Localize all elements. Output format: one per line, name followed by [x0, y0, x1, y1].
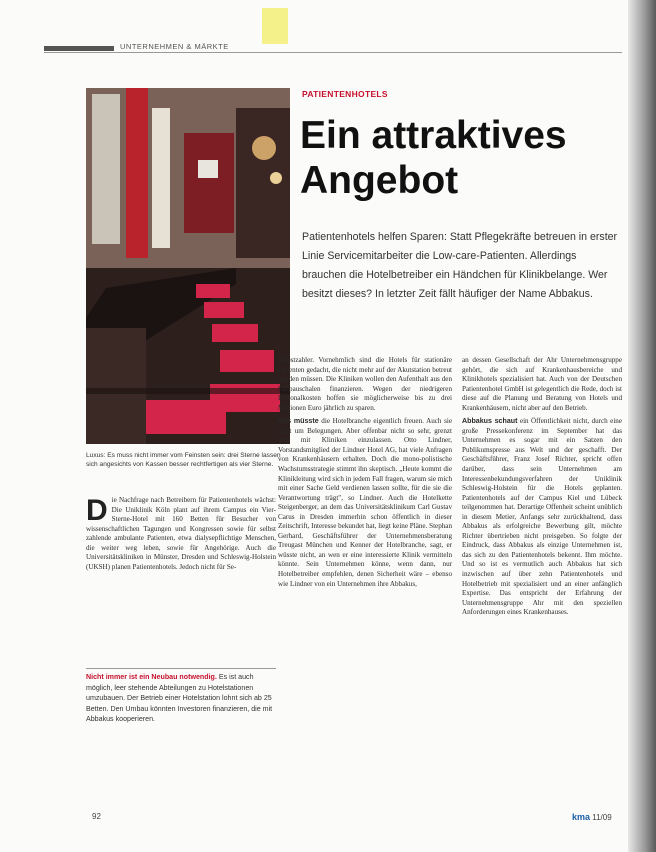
info-box — [86, 668, 276, 725]
section-label: UNTERNEHMEN & MÄRKTE — [120, 42, 229, 51]
info-box-text: Es ist auch möglich, leer stehende Abteilungen zu Hotelstationen umzubauen. Der Betrieb einer Hotelstation lohnt sich ab 25 Betten. Den Umbau könnten Investoren finanzieren, die mit Abbakus kooperieren. — [86, 673, 273, 724]
column-3-run-in: Abbakus schaut — [462, 417, 518, 426]
sticky-note-mark — [262, 8, 288, 44]
hotel-lobby-photo — [86, 88, 290, 444]
section-marker-bar — [44, 46, 114, 51]
photo-illustration — [86, 88, 290, 444]
column-2-paragraph-1: Selbstzahler. Vornehmlich sind die Hotels für stationäre Patienten gedacht, die nicht mehr auf der Akutstation betreut werden müssen. Die Kliniken wollen den Aufenthalt aus den Fallpauschalen finanzieren. Wegen der niedrigeren Personalkosten hoffen sie möglicherweise bis zu drei Millionen Euro jährlich zu sparen. — [278, 356, 452, 412]
headline-line-2: Angebot — [300, 159, 459, 202]
text-column-2 — [278, 356, 452, 593]
column-3-paragraph-1: an dessen Gesellschaft der Ahr Unternehmensgruppe gehört, die sich auf Krankenhausbereiche und Klinikhotels spezialisiert hat. Auch von der Deutschen Patientenhotel GmbH ist gelegentlich die Rede, doch ist diese auf die Planung und Beratung von Hotels und Krankenhäusern, nicht aber auf den Betrieb. — [462, 356, 622, 412]
photo-caption: Luxus: Es muss nicht immer vom Feinsten sein: drei Sterne lassen sich angesichts von Kassen besser rechtfertigen als vier Sterne. — [86, 452, 281, 468]
scan-shadow-edge — [628, 0, 656, 852]
header-rule — [44, 52, 622, 53]
column-2-run-in: Das müsste — [278, 417, 319, 426]
drop-cap: D — [86, 494, 108, 527]
article-headline — [300, 113, 567, 203]
info-box-head: Nicht immer ist ein Neubau notwendig. — [86, 673, 217, 681]
article-kicker: PATIENTENHOTELS — [302, 89, 388, 99]
column-1-text: ie Nachfrage nach Betreibern für Patientenhotels wächst: Die Uniklinik Köln plant auf ihrem Campus ein Vier-Sterne-Hotel mit 160 Betten für Besucher von wissenschaftlichen Tagungen und Kongressen sowie für selbst zahlende ambulante Patienten, etwa dialysepflichtige Menschen, die weiter weg leben, sowie für Angehörige. Auch die Universitätskliniken in Münster, Dresden und Schleswig-Holstein (UKSH) planen Patientenhotels. Jedoch nicht für Se- — [86, 496, 276, 571]
text-column-1 — [86, 496, 276, 576]
text-column-3 — [462, 356, 622, 622]
article-lead: Patientenhotels helfen Sparen: Statt Pflegekräfte betreuen in erster Linie Servicemitarbeiter die Low-care-Patienten. Allerdings brauchen die Hotelbetreiber ein Händchen für Klinikbelange. Wer besitzt dieses? In letzter Zeit fällt häufiger der Name Abbakus. — [302, 231, 618, 300]
issue-number: 11/09 — [592, 813, 612, 822]
page-number: 92 — [92, 812, 101, 821]
column-2-paragraph-2: die Hotelbranche eigentlich freuen. Auch sie ringt um Belegungen. Aber offenbar nicht so sehr, grenzt sich mit Kliniken einzulassen. Otto Lindner, Vorstandsmitglied der Lindner Hotel AG, hat viele Anfragen von Krankenhäusern erhalten. Doch die mono-polistische Wachstumsstrategie stimmt ihn skeptisch. „Heute kommt die Klinikleitung wird sich in jedem Fall fragen, warum sie mich mit einer Sache Geld verdienen lassen sollte, für die sie die Verantwortung trägt", so Lindner. Auch die Hotelkette Steigenberger, an dem das Universitätsklinikum Carl Gustav Carus in Dresden immerhin schon öffentlich in dieser Zeitschrift, Interesse bekundet hat, liegt keine Pläne. Stephan Gerhard, Geschäftsführer der Unternehmensberatung Treugast München und Kenner der Hotelbranche, sagt, er wüsste nicht, an wen er eine interessierte Klinik vermitteln könnte. Sein Unternehmen könne, wenn dann, nur Hotelbetreiber empfehlen, denen Sicherheit wäre – ebenso wie Lindner von ein Unternehmen ihre Abbakus, — [278, 417, 452, 588]
footer-brand — [572, 812, 612, 822]
headline-line-1: Ein attraktives — [300, 114, 567, 157]
column-3-paragraph-2: ein Öffentlichkeit nicht, durch eine große Pressekonferenz im September hat das Unternehmen es sogar mit ein Satzen den Publikumspresse aus Welt und der geschafft. Der Geschäftsführer, Franz Josef Richter, spricht offen darüber, dass sein Unternehmen am Interessenbekundungsverfahren der Uniklinik Schleswig-Holstein für die Hotels geplanten. Patientenhotels auf der Campus Kiel und Lübeck teilgenommen hat. Derartige Offenheit scheint unüblich in diesem Metier, Anfangs sehr zurückhaltend, dass Abbakus als erfolgreiche Bewerbung gilt, möchte Richter übertrieben nicht preisgeben. So folgte der Eindruck, dass Abbakus als einzige Unternehmen ist, das sich zu den Patientenhotels bekennt. Ihm möchte. Und so ist es vermutlich auch Abbakus hat sich inzwischen auf über zehn Patientenhotels und Hotelbetrieb mit spezialisiert und an einer anfänglich Expertise. Das entspricht der Erfahrung der Unternehmensgruppe Ahr mit den speziellen Anforderungen eines Krankenhauses. — [462, 417, 622, 617]
magazine-logo: kma — [572, 812, 591, 822]
